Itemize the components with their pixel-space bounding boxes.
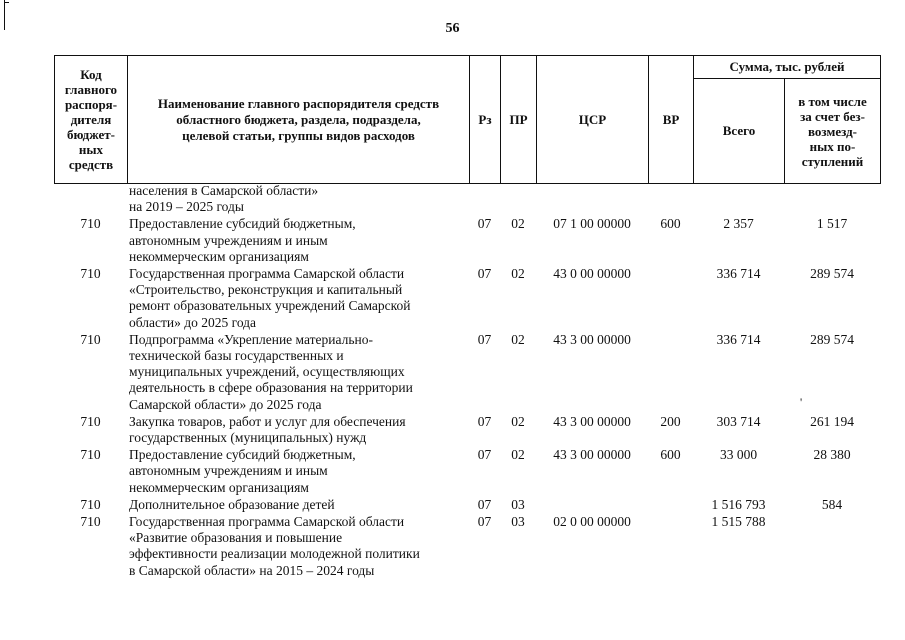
- header-code-lines: [57, 67, 125, 172]
- cell-pr: 02: [511, 216, 525, 232]
- cell-code: 710: [80, 496, 101, 512]
- cell-rz: [469, 183, 500, 215]
- code_lines-line: ных: [78, 142, 104, 157]
- name_lines-line: целевой статьи, группы видов расходов: [182, 127, 415, 143]
- cell-vr: [648, 496, 693, 513]
- cell-csr: 02 0 00 00000: [553, 514, 631, 530]
- cell-incl: 584: [821, 496, 843, 512]
- cell-total: 336 714: [716, 331, 761, 347]
- header-incl: [785, 79, 881, 184]
- cell-rz: 07: [477, 514, 492, 530]
- code_lines-line: распоря-: [64, 97, 118, 112]
- header-code: [55, 56, 128, 184]
- cell-incl: 1 517: [816, 216, 848, 232]
- cell-name: Подпрограмма «Укрепление материально- технической базы государственных и муниципальных учреждений, осуществляющих деятельность в сфере образования на территории Самарской области» до 2025 года: [129, 331, 413, 412]
- cell-total: [693, 183, 784, 215]
- cell-csr: 43 0 00 00000: [553, 266, 631, 282]
- incl_lines-line: ных по-: [809, 138, 856, 154]
- name_lines-line: Наименование главного распорядителя средств: [157, 95, 440, 111]
- cell-code: [54, 183, 127, 215]
- header-name: [128, 56, 470, 184]
- cell-rz: 07: [477, 266, 492, 282]
- code_lines-line: средств: [68, 157, 114, 172]
- table-row: [54, 513, 880, 579]
- header-total: Всего: [694, 79, 785, 184]
- header-name-lines: [130, 96, 467, 144]
- cell-vr: [648, 183, 693, 215]
- cell-vr: [648, 265, 693, 331]
- cell-vr: 600: [660, 216, 681, 232]
- cell-code: 710: [80, 216, 101, 232]
- cell-total: 303 714: [716, 413, 761, 429]
- header-rz: Рз: [470, 56, 501, 184]
- cell-csr: 43 3 00 00000: [553, 413, 631, 429]
- name_lines-line: областного бюджета, раздела, подраздела,: [176, 111, 421, 127]
- cell-incl: 289 574: [810, 331, 854, 347]
- cell-pr: 02: [511, 413, 525, 429]
- cell-csr: [536, 496, 648, 513]
- cell-pr: [500, 183, 536, 215]
- cell-incl: 261 194: [810, 413, 854, 429]
- page-number: 56: [445, 21, 460, 36]
- cell-name: Предоставление субсидий бюджетным, автономным учреждениям и иным некоммерческим организациям: [129, 216, 356, 264]
- code_lines-line: Код: [80, 67, 102, 82]
- cell-vr: [648, 513, 693, 579]
- cell-pr: 02: [511, 331, 525, 347]
- code_lines-line: дителя: [70, 112, 112, 127]
- cell-rz: 07: [477, 331, 492, 347]
- cell-vr: 200: [660, 413, 681, 429]
- cell-incl: 28 380: [813, 447, 851, 463]
- cell-pr: 03: [511, 514, 525, 530]
- cell-pr: 02: [511, 266, 525, 282]
- cell-total: 336 714: [716, 266, 761, 282]
- header-incl-lines: [787, 94, 878, 169]
- budget-table: [54, 183, 880, 579]
- cell-name: населения в Самарской области» на 2019 – 2025 годы: [129, 183, 319, 215]
- cell-code: 710: [80, 413, 101, 429]
- cell-rz: 07: [477, 447, 492, 463]
- header-pr: ПР: [501, 56, 537, 184]
- cell-code: 710: [80, 331, 101, 347]
- cell-total: 2 357: [723, 216, 754, 232]
- table-row: [54, 183, 880, 215]
- header-sum-group: Сумма, тыс. рублей: [694, 56, 881, 79]
- cell-name: Дополнительное образование детей: [129, 496, 335, 512]
- table-row: [54, 215, 880, 265]
- cell-incl: 289 574: [810, 266, 854, 282]
- cell-name: Государственная программа Самарской области «Строительство, реконструкция и капитальный ремонт образовательных учреждений Самарской области» до 2025 года: [129, 266, 411, 330]
- cell-pr: 03: [511, 496, 525, 512]
- cell-code: 710: [80, 514, 101, 530]
- cell-name: Предоставление субсидий бюджетным, автономным учреждениям и иным некоммерческим организациям: [129, 447, 356, 495]
- incl_lines-line: в том числе: [798, 93, 867, 109]
- cell-name: Закупка товаров, работ и услуг для обеспечения государственных (муниципальных) нужд: [129, 413, 406, 446]
- table-header: [54, 55, 881, 184]
- cell-total: 33 000: [719, 447, 758, 463]
- code_lines-line: главного: [64, 82, 118, 97]
- code_lines-line: бюджет-: [66, 127, 115, 142]
- cell-code: 710: [80, 266, 101, 282]
- incl_lines-line: ступлений: [801, 153, 864, 169]
- header-vr: ВР: [649, 56, 694, 184]
- cell-csr: 07 1 00 00000: [553, 216, 631, 232]
- cell-vr: [648, 331, 693, 413]
- cell-incl: [784, 513, 880, 579]
- table-row: [54, 265, 880, 331]
- cell-code: 710: [80, 447, 101, 463]
- incl_lines-line: за счет без-: [800, 108, 865, 124]
- cell-csr: [536, 183, 648, 215]
- stray-mark: ': [800, 395, 803, 409]
- cell-pr: 02: [511, 447, 525, 463]
- incl_lines-line: возмезд-: [808, 123, 857, 139]
- cell-incl: [784, 183, 880, 215]
- cell-total: 1 516 793: [711, 496, 766, 512]
- table-row: [54, 446, 880, 496]
- cell-csr: 43 3 00 00000: [553, 447, 631, 463]
- table-row: [54, 413, 880, 446]
- table-row: [54, 331, 880, 413]
- cell-total: 1 515 788: [711, 514, 766, 530]
- cell-rz: 07: [477, 413, 492, 429]
- cell-vr: 600: [660, 447, 681, 463]
- cell-csr: 43 3 00 00000: [553, 331, 631, 347]
- cell-rz: 07: [477, 496, 492, 512]
- cell-name: Государственная программа Самарской области «Развитие образования и повышение эффективности реализации молодежной политики в Самарской области» на 2015 – 2024 годы: [129, 514, 420, 578]
- page-edge-tick: [4, 2, 9, 3]
- header-csr: ЦСР: [537, 56, 649, 184]
- table-row: [54, 496, 880, 513]
- cell-rz: 07: [477, 216, 492, 232]
